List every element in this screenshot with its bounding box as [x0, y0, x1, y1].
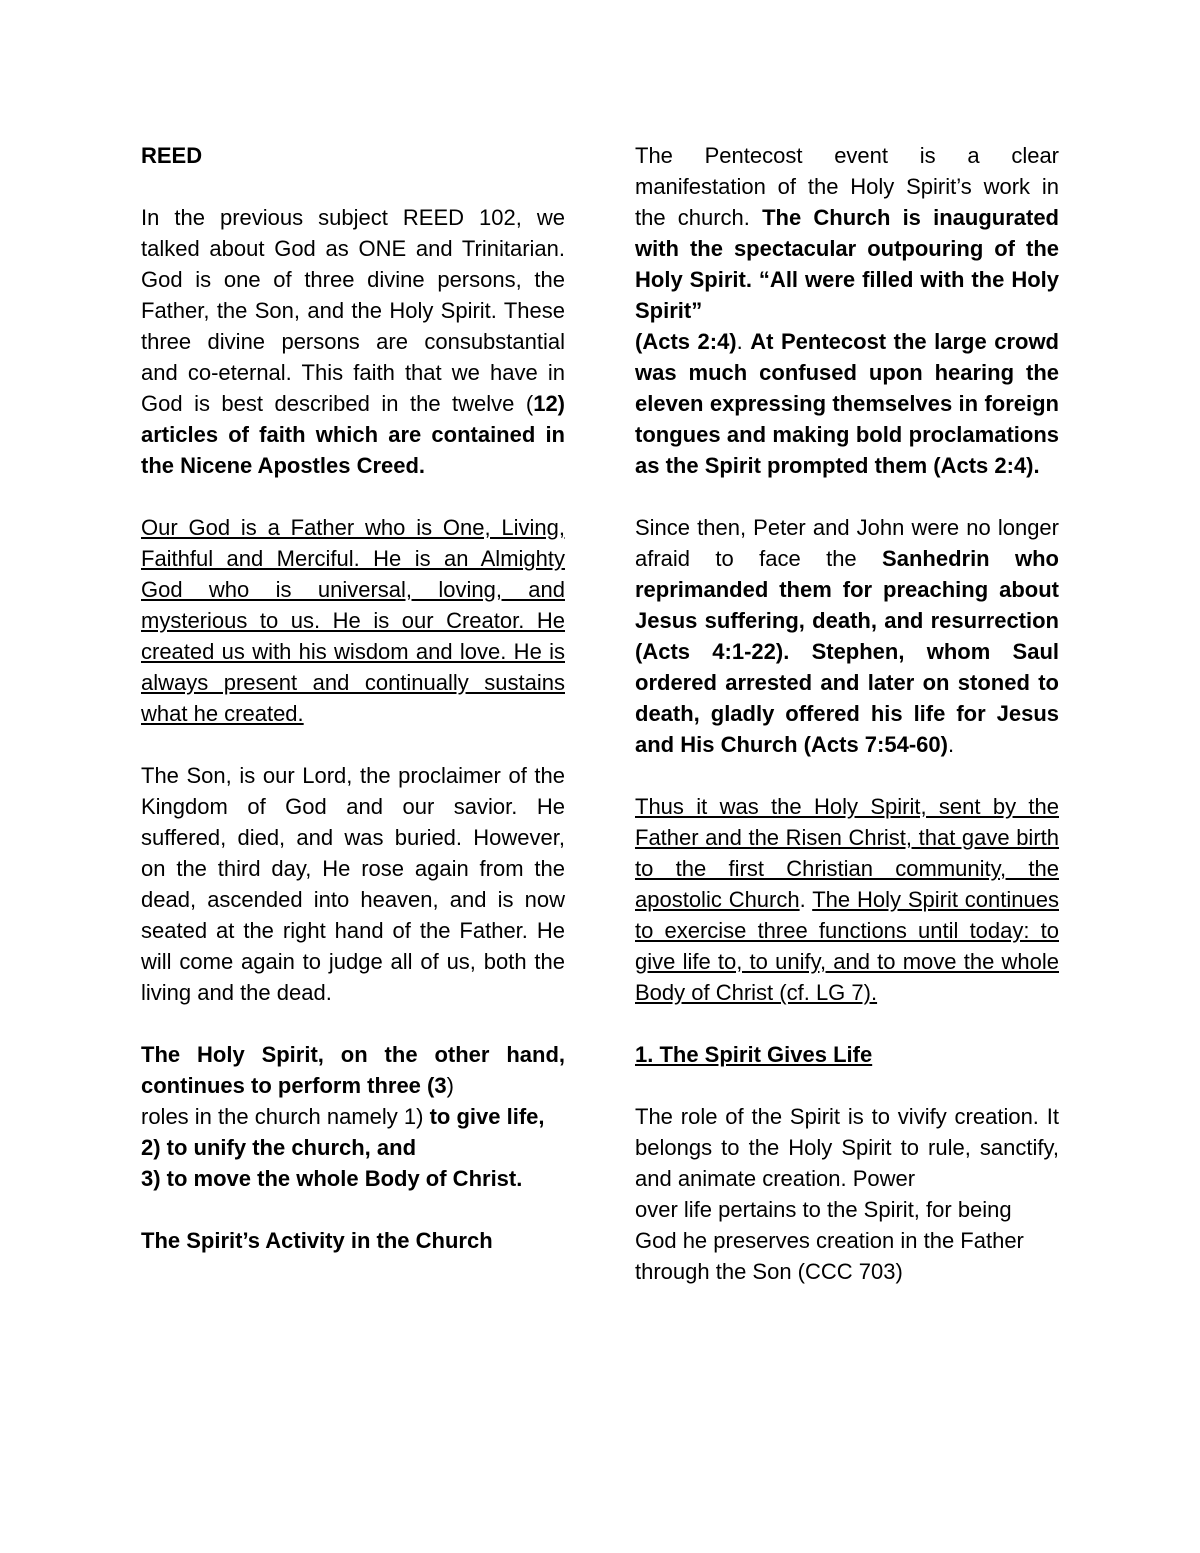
left-column [141, 140, 565, 1256]
activity-heading: The Spirit’s Activity in the Church [141, 1228, 493, 1253]
vivify-paragraph-continued: over life pertains to the Spirit, for being God he preserves creation in the Father through the Son (CCC 703) [635, 1197, 1024, 1284]
spirit-roles-line-1: roles in the church namely 1) to give life, [141, 1104, 545, 1129]
since-then-paragraph: Since then, Peter and John were no longer afraid to face the Sanhedrin who reprimanded them for preaching about Jesus suffering, death, and resurrection (Acts 4:1-22). Stephen, whom Saul ordered arrested and later on stoned to death, gladly offered his life for Jesus and His Church (Acts 7:54-60). [635, 515, 1059, 757]
spirit-roles-line-2: 2) to unify the church, and [141, 1135, 417, 1160]
father-paragraph: Our God is a Father who is One, Living, Faithful and Merciful. He is an Almighty God who is universal, loving, and mysterious to us. He is our Creator. He created us with his wisdom and love. He is always present and continually sustains what he created. [141, 515, 565, 726]
section-heading-spirit-gives-life: 1. The Spirit Gives Life [635, 1042, 873, 1067]
spirit-roles-paragraph: The Holy Spirit, on the other hand, continues to perform three (3) [141, 1042, 565, 1098]
spirit-roles-line-3: 3) to move the whole Body of Christ. [141, 1166, 523, 1191]
intro-paragraph: In the previous subject REED 102, we talked about God as ONE and Trinitarian. God is one of three divine persons, the Father, the Son, and the Holy Spirit. These three divine persons are consubstantial and co-eternal. This faith that we have in God is best described in the twelve (12) articles of faith which are contained in the Nicene Apostles Creed. [141, 205, 565, 478]
document-title: REED [141, 143, 203, 168]
son-paragraph: The Son, is our Lord, the proclaimer of the Kingdom of God and our savior. He suffered, died, and was buried. However, on the third day, He rose again from the dead, ascended into heaven, and is now seated at the right hand of the Father. He will come again to judge all of us, both the living and the dead. [141, 763, 565, 1005]
pentecost-paragraph: The Pentecost event is a clear manifestation of the Holy Spirit’s work in the church. The Church is inaugurated with the spectacular outpouring of the Holy Spirit. “All were filled with the Holy Spirit” (Acts 2:4). At Pentecost the large crowd was much confused upon hearing the eleven expressing themselves in foreign tongues and making bold proclamations as the Spirit prompted them (Acts 2:4). [635, 143, 1059, 478]
right-column [635, 140, 1059, 1287]
vivify-paragraph: The role of the Spirit is to vivify creation. It belongs to the Holy Spirit to rule, sanctify, and animate creation. Power [635, 1104, 1059, 1191]
holy-spirit-functions-paragraph: Thus it was the Holy Spirit, sent by the Father and the Risen Christ, that gave birth to the first Christian community, the apostolic Church. The Holy Spirit continues to exercise three functions until today: to give life to, to unify, and to move the whole Body of Christ (cf. LG 7). [635, 794, 1059, 1005]
